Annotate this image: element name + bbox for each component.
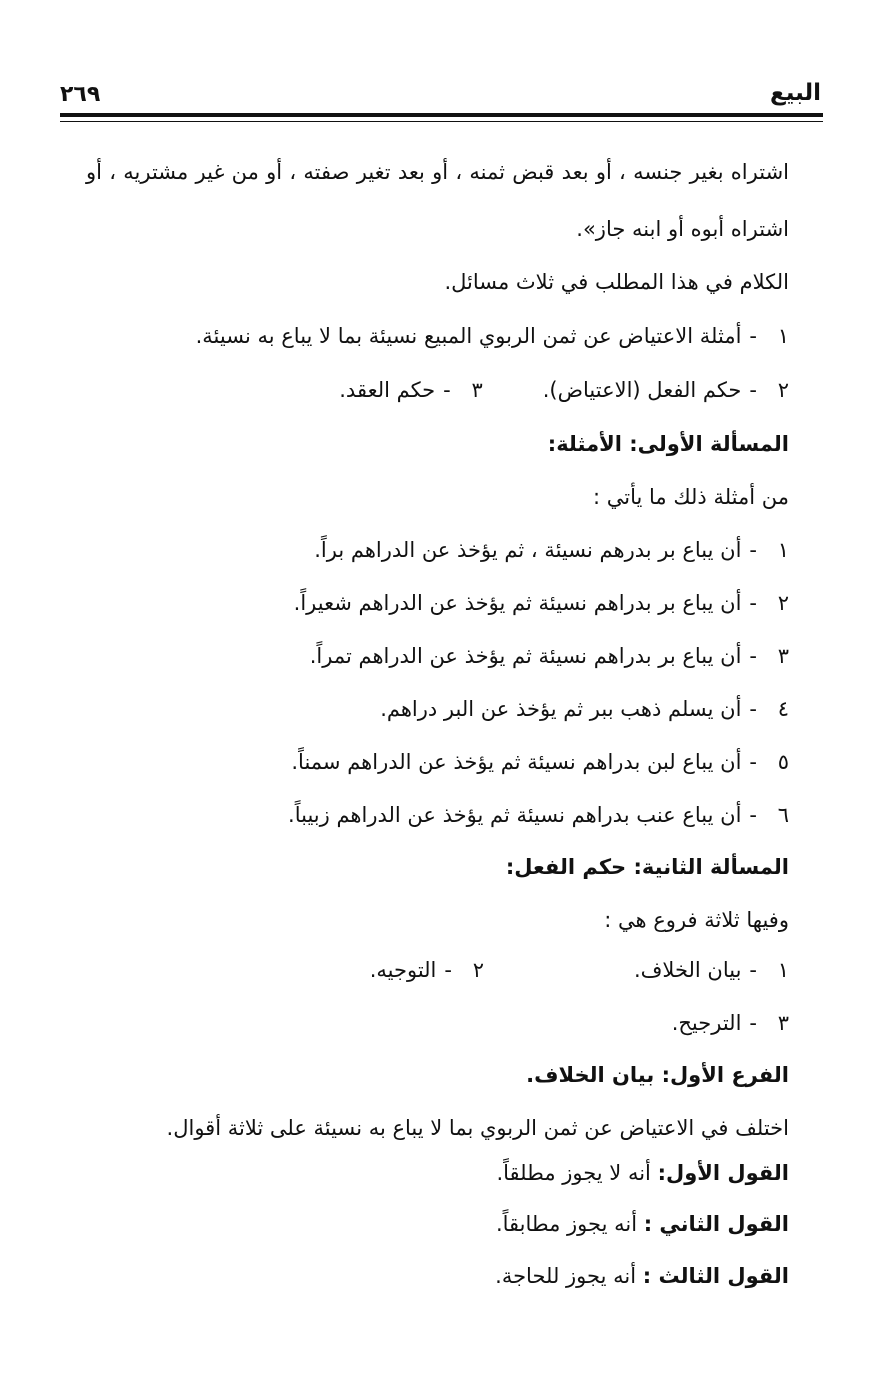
item-number: ٢ xyxy=(777,378,789,402)
issue-items-2-3: ٢-حكم الفعل (الاعتياض).٣-حكم العقد. xyxy=(339,375,789,405)
opinion-text: أنه يجوز للحاجة. xyxy=(495,1264,637,1288)
paragraph-line-1: اشتراه بغير جنسه ، أو بعد قبض ثمنه ، أو بعد تغير صفته ، أو من غير مشتريه ، أو xyxy=(86,160,789,184)
paragraph-line-2: اشتراه أبوه أو ابنه جاز». xyxy=(576,217,789,241)
section-heading: المسألة الأولى: الأمثلة: xyxy=(547,432,789,456)
example-item: ٥-أن يباع لبن بدراهم نسيئة ثم يؤخذ عن الدراهم سمناً. xyxy=(291,750,789,774)
header-rule-thick xyxy=(60,113,823,117)
section-heading: المسألة الثانية: حكم الفعل: xyxy=(505,855,789,879)
item-text: حكم العقد. xyxy=(339,378,436,402)
item-text: حكم الفعل (الاعتياض). xyxy=(542,378,742,402)
disagreement-line: اختلف في الاعتياض عن ثمن الربوي بما لا يباع به نسيئة على ثلاثة أقوال. xyxy=(166,1116,789,1140)
subsection-heading: الفرع الأول: بيان الخلاف. xyxy=(526,1063,789,1087)
header-rule-thin xyxy=(60,121,823,122)
examples-intro: من أمثلة ذلك ما يأتي : xyxy=(592,485,789,509)
running-title: البيع xyxy=(769,80,821,106)
item-number: ١ xyxy=(777,324,789,348)
opinion-text: أنه لا يجوز مطلقاً. xyxy=(496,1161,651,1185)
intro-line: الكلام في هذا المطلب في ثلاث مسائل. xyxy=(444,270,789,294)
example-item: ٣-أن يباع بر بدراهم نسيئة ثم يؤخذ عن الدراهم تمراً. xyxy=(309,644,789,668)
item-text: أمثلة الاعتياض عن ثمن الربوي المبيع نسيئة بما لا يباع به نسيئة. xyxy=(195,324,742,348)
issue-item-1: ١-أمثلة الاعتياض عن ثمن الربوي المبيع نسيئة بما لا يباع به نسيئة. xyxy=(196,321,789,351)
example-item: ٤-أن يسلم ذهب ببر ثم يؤخذ عن البر دراهم. xyxy=(380,697,789,721)
opinion-2 xyxy=(496,1209,789,1239)
example-item: ٢-أن يباع بر بدراهم نسيئة ثم يؤخذ عن الدراهم شعيراً. xyxy=(293,591,789,615)
page-number: ٢٦٩ xyxy=(60,82,101,107)
opinion-label: القول الثالث : xyxy=(642,1264,789,1288)
opinion-label: القول الأول: xyxy=(657,1161,789,1185)
opinion-label: القول الثاني : xyxy=(643,1212,789,1236)
item-number: ٣ xyxy=(471,378,483,402)
example-item: ٦-أن يباع عنب بدراهم نسيئة ثم يؤخذ عن الدراهم زبيباً. xyxy=(288,803,789,827)
example-item: ١-أن يباع بر بدرهم نسيئة ، ثم يؤخذ عن الدراهم براً. xyxy=(314,538,789,562)
opinion-text: أنه يجوز مطابقاً. xyxy=(495,1212,638,1236)
branch-item-3: ٣-الترجيح. xyxy=(671,1011,789,1035)
branches-intro: وفيها ثلاثة فروع هي : xyxy=(604,908,789,932)
branch-items-1-2: ١-بيان الخلاف.٢-التوجيه. xyxy=(369,958,789,982)
opinion-3 xyxy=(495,1261,789,1291)
opinion-1 xyxy=(496,1158,789,1188)
